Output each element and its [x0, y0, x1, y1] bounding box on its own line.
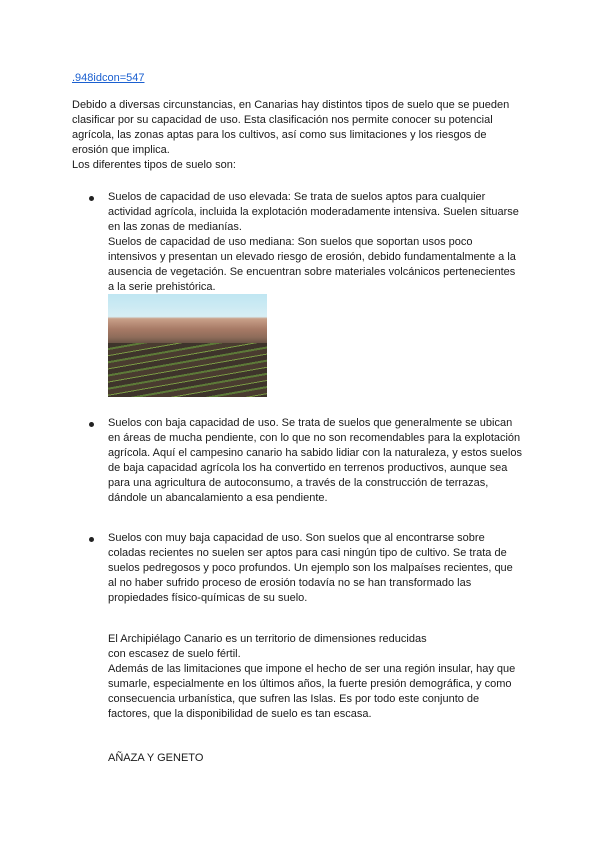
text-line: Suelos con muy baja capacidad de uso. Son suelos que al encontrarse sobre — [108, 532, 485, 544]
text-line: al no haber sufrido proceso de erosión todavía no se han transformado las — [108, 577, 472, 589]
bullet-item-low-capacity — [108, 416, 522, 506]
intro-paragraph — [72, 98, 509, 173]
text-line: agrícola, las zonas aptas para los cultivos, así como sus limitaciones y los riesgos de — [72, 129, 487, 141]
text-line: erosión que implica. — [72, 144, 170, 156]
terraced-landscape-photo — [108, 294, 267, 397]
text-line: Los diferentes tipos de suelo son: — [72, 159, 236, 171]
text-line: El Archipiélago Canario es un territorio de dimensiones reducidas — [108, 633, 427, 645]
text-line: factores, que la disponibilidad de suelo es tan escasa. — [108, 708, 372, 720]
text-line: en áreas de mucha pendiente, con lo que no son recomendables para la explotación — [108, 432, 521, 444]
text-line: coladas recientes no suelen ser aptos para casi ningún tipo de cultivo. Se trata de — [108, 547, 507, 559]
text-line: Suelos con baja capacidad de uso. Se trata de suelos que generalmente se ubican — [108, 417, 513, 429]
url-fragment-link[interactable]: .948idcon=547 — [72, 72, 145, 84]
text-line: suelos pedregosos y poco profundos. Un ejemplo son los malpaíses recientes, que — [108, 562, 513, 574]
text-line: Suelos de capacidad de uso elevada: Se trata de suelos aptos para cualquier — [108, 191, 486, 203]
text-line: de baja capacidad agrícola los ha convertido en terrenos productivos, aunque sea — [108, 462, 508, 474]
bullet-item-very-low-capacity — [108, 531, 513, 606]
text-line: agrícola. Aquí el campesino canario ha sabido lidiar con la naturaleza, y estos suelos — [108, 447, 522, 459]
text-line: con escasez de suelo fértil. — [108, 648, 241, 660]
bullet-dot — [89, 422, 94, 427]
text-line: Debido a diversas circunstancias, en Canarias hay distintos tipos de suelo que se pueden — [72, 99, 510, 111]
text-line: intensivos y presentan un elevado riesgo de erosión, debido fundamentalmente a la — [108, 251, 516, 263]
text-line: propiedades físico-químicas de su suelo. — [108, 592, 308, 604]
text-line: sumarle, especialmente en los últimos años, la fuerte presión demográfica, y como — [108, 678, 512, 690]
text-line: dándole un abancalamiento a esa pendiente. — [108, 492, 328, 504]
text-line: clasificar por su capacidad de uso. Esta clasificación nos permite conocer su potencial — [72, 114, 493, 126]
text-line: Además de las limitaciones que impone el hecho de ser una región insular, hay que — [108, 663, 516, 675]
text-line: Suelos de capacidad de uso mediana: Son suelos que soportan usos poco — [108, 236, 473, 248]
text-line: ausencia de vegetación. Se encuentran sobre materiales volcánicos pertenecientes — [108, 266, 516, 278]
section-heading: AÑAZA Y GENETO — [108, 752, 204, 764]
text-line: a la serie prehistórica. — [108, 281, 216, 293]
closing-paragraph — [108, 632, 515, 722]
bullet-dot — [89, 196, 94, 201]
bullet-item-high-capacity — [108, 190, 519, 295]
bullet-dot — [89, 537, 94, 542]
text-line: actividad agrícola, incluida la explotación moderadamente intensiva. Suelen situarse — [108, 206, 519, 218]
text-line: consecuencia urbanística, que sufren las Islas. Es por todo este conjunto de — [108, 693, 480, 705]
text-line: para una agricultura de autoconsumo, a través de la construcción de terrazas, — [108, 477, 489, 489]
text-line: en las zonas de medianías. — [108, 221, 242, 233]
